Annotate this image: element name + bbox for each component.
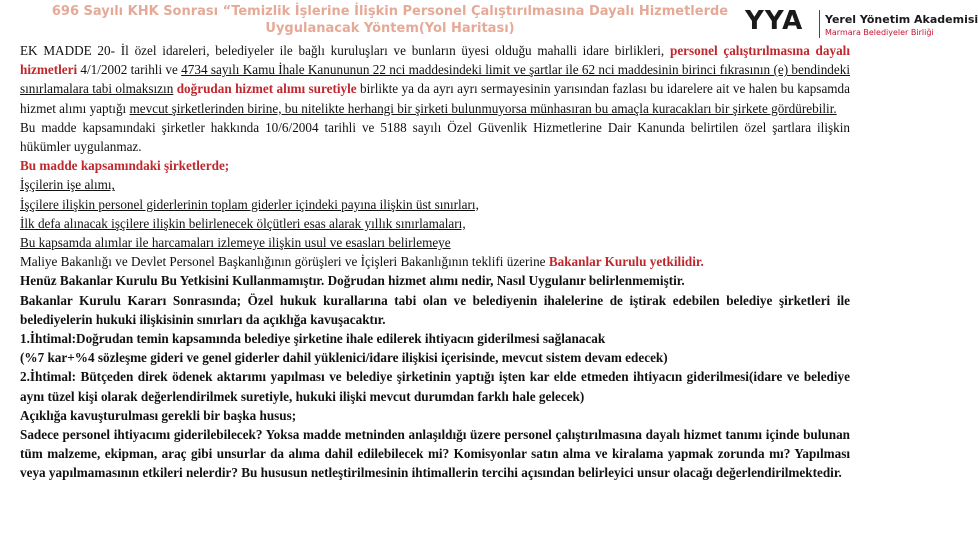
highlight-bakanlar-kurulu: Bakanlar Kurulu yetkilidir. xyxy=(548,254,704,270)
bold-line: Bakanlar Kurulu Kararı Sonrasında; Özel hukuk kurallarına tabi olan ve belediyenin ihalelerine de iştirak edebilen belediye şirketleri ile belediyelerin hukuki ilişkisinin sınırları da açıklığa kavuşacaktır. xyxy=(20,292,850,327)
logo-line-1: Yerel Yönetim Akademisi xyxy=(825,13,978,26)
paragraph-ozel-guvenlik: Bu madde kapsamındaki şirketler hakkında 10/6/2004 tarihli ve 5188 sayılı Özel Güvenlik Hizmetlerine Dair Kanunda belirtilen özel şartlara ilişkin hükümler uygulanmaz. xyxy=(20,119,850,155)
bold-line-ihtimal-2: 2.İhtimal: Bütçeden direk ödenek aktarımı yapılması ve belediye şirketinin yaptığı işten kar elde etmeden ihtiyacın giderilmesi(idare ve belediye aynı tüzel kişi olarak değerlendirilmek suretiyle, hukuki ilişki mevcut durumdan farklı hale gelecek) xyxy=(20,369,850,404)
text-run: Maliye Bakanlığı ve Devlet Personel Başkanlığının görüşleri ve İçişleri Bakanlığının teklifi üzerine xyxy=(20,254,549,270)
document-body xyxy=(20,41,850,483)
yya-logo xyxy=(745,6,978,42)
logo-line-2: Marmara Belediyeler Birliği xyxy=(825,28,934,37)
list-item: İşçilere ilişkin personel giderlerinin toplam giderler içindeki payına ilişkin üst sınırları, xyxy=(20,196,479,212)
list-item: Bu kapsamda alımlar ile harcamaları izlemeye ilişkin usul ve esasları belirlemeye xyxy=(20,235,451,251)
highlight-personel-hizmetleri: personel çalıştırılmasına dayalı hizmetleri xyxy=(20,43,850,78)
list-item: İşçilerin işe alımı, xyxy=(20,177,115,193)
paragraph-bakanlar-kurulu xyxy=(20,252,850,271)
bold-line: (%7 kar+%4 sözleşme gideri ve genel giderler dahil yüklenici/idare ilişkisi içerisinde, mevcut sistem devam edecek) xyxy=(20,350,668,366)
bold-line: Sadece personel ihtiyacımı giderilebilecek? Yoksa madde metninden anlaşıldığı üzere personel çalıştırılmasına dayalı hizmet tanımı içinde bulunan tüm malzeme, ekipman, araç gibi unsurlar da alıma dahil edilebilecek mi? Komisyonlar satın alma ve kiralama yapmak zorunda mı? Yapılması veya yapılmamasının etkileri nelerdir? Bu hususun netleştirilmesinin ihtimallerin tercihi açısından belirleyici unsur olacağı değerlendirilmektedir. xyxy=(20,427,850,481)
text-run: EK MADDE 20- İl özel idareleri, belediyeler ile bağlı kuruluşları ve bunların üyesi olduğu mahalli idare birlikleri, xyxy=(20,43,670,58)
underlined-mevcut-sirketler: mevcut şirketlerinden birine, bu nitelikte herhangi bir şirketi bulunmuyorsa münhasıran bu amaçla kuracakları bir şirkete gördürebilir. xyxy=(129,100,837,116)
bold-line: Açıklığa kavuşturulması gerekli bir başka husus; xyxy=(20,407,297,423)
paragraph-ek-madde-20 xyxy=(20,41,850,118)
text-run: birlikte ya da ayrı ayrı sermayesinin yarısından fazlası bu idarelere ait ve halen bu kapsamda hizmet alımı yaptığı xyxy=(20,81,851,116)
underlined-kanun-reference: 4734 sayılı Kamu İhale Kanununun 22 nci maddesindeki limit ve şartlar ile 62 nci maddesinin birinci fıkrasının (e) bendindeki sınırlamalara tabi olmaksızın xyxy=(20,62,850,97)
text-run: 4/1/2002 tarihli ve xyxy=(77,62,182,78)
bold-line: Henüz Bakanlar Kurulu Bu Yetkisini Kullanmamıştır. Doğrudan hizmet alımı nedir, Nasıl Uygulanır belirlenmemiştir. xyxy=(20,273,685,289)
logo-mark: YYA xyxy=(745,6,804,36)
logo-separator xyxy=(819,10,820,38)
slide-title: 696 Sayılı KHK Sonrası “Temizlik İşlerine İlişkin Personel Çalıştırılmasına Dayalı Hizmetlerde Uygulanacak Yöntem(Yol Haritası) xyxy=(51,4,729,36)
section-heading-sirketlerde: Bu madde kapsamındaki şirketlerde; xyxy=(20,158,230,174)
highlight-dogrudan-hizmet-alimi: doğrudan hizmet alımı suretiyle xyxy=(176,81,357,97)
bold-line-ihtimal-1: 1.İhtimal:Doğrudan temin kapsamında belediye şirketine ihale edilerek ihtiyacın giderilmesi sağlanacak xyxy=(20,331,606,347)
list-item: İlk defa alınacak işçilere ilişkin belirlenecek ölçütleri esas alarak yıllık sınırlamaları, xyxy=(20,215,466,231)
